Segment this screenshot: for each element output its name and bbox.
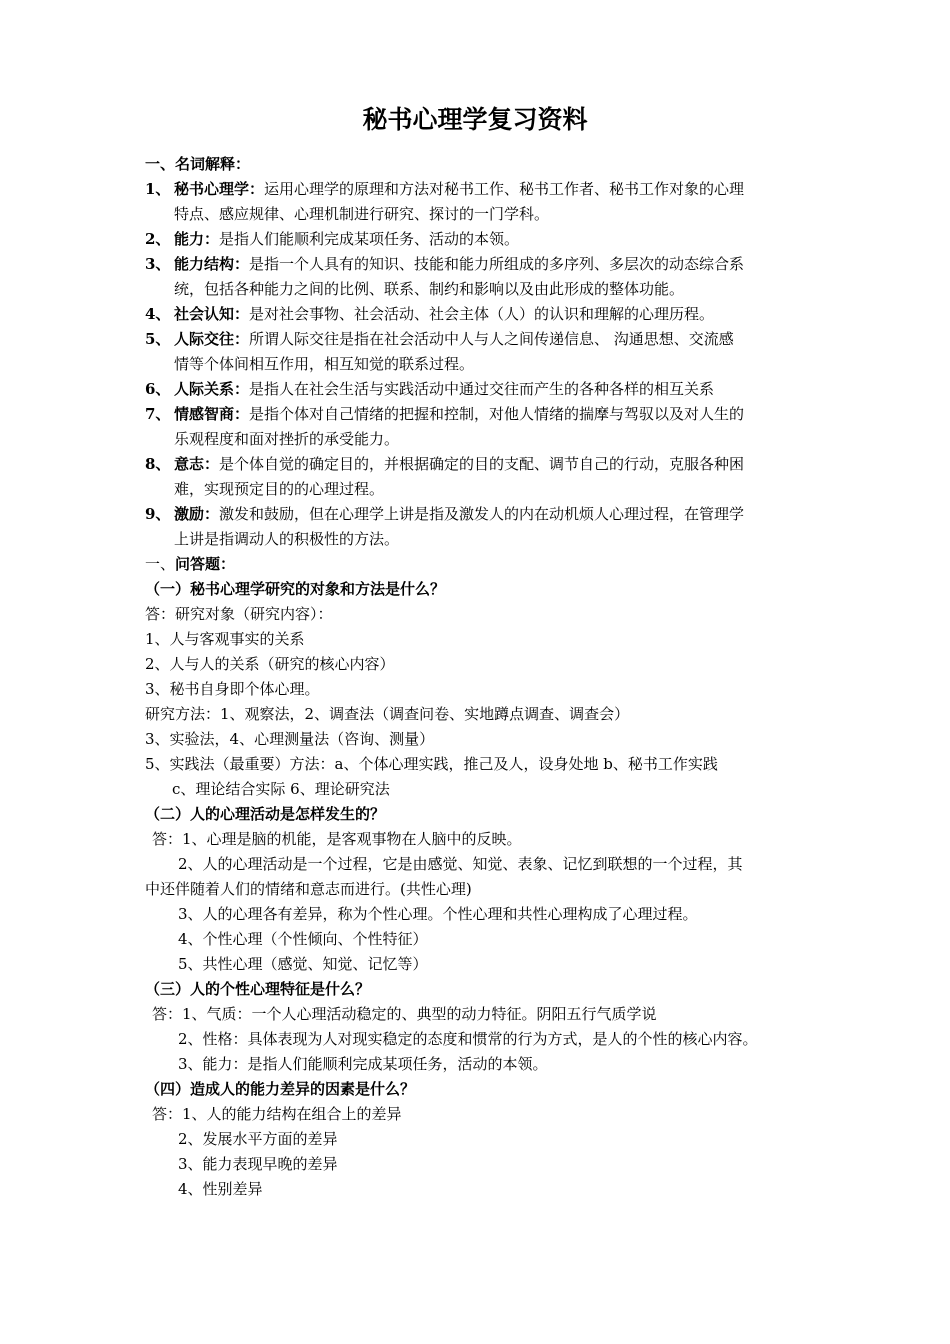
section-heading-text: 问答题： [175, 555, 236, 573]
term-name: 人际关系： [174, 380, 250, 398]
term-name: 能力： [174, 230, 220, 248]
term-item [145, 304, 714, 324]
term-definition-cont: 特点、感应规律、心理机制进行研究、探讨的一门学科。 [174, 205, 550, 223]
term-definition-cont: 上讲是指调动人的积极性的方法。 [174, 530, 400, 548]
term-item [145, 504, 744, 524]
answer-line: 3、人的心理各有差异，称为个性心理。个性心理和共性心理构成了心理过程。 [178, 905, 698, 923]
term-number: 2、 [145, 230, 171, 248]
answer-line: c、理论结合实际 6、理论研究法 [172, 780, 390, 798]
term-definition-cont: 统，包括各种能力之间的比例、联系、制约和影响以及由此形成的整体功能。 [174, 280, 685, 298]
term-name: 秘书心理学： [174, 180, 265, 198]
term-name: 激励： [174, 505, 220, 523]
answer-line: 答：1、人的能力结构在组合上的差异 [152, 1105, 402, 1123]
answer-line: 中还伴随着人们的情绪和意志而进行。(共性心理) [145, 880, 472, 898]
section-heading-prefix: 一、 [145, 555, 176, 573]
term-definition: 是指一个人具有的知识、技能和能力所组成的多序列、多层次的动态综合系 [249, 255, 745, 273]
term-name: 社会认知： [174, 305, 250, 323]
term-item [145, 254, 744, 274]
term-name: 能力结构： [174, 255, 250, 273]
term-name: 情感智商： [174, 405, 250, 423]
section-heading-definitions: 一、名词解释： [145, 155, 251, 173]
question-heading: （四）造成人的能力差异的因素是什么？ [145, 1080, 416, 1098]
term-number: 5、 [145, 330, 171, 348]
answer-line: 3、能力：是指人们能顺利完成某项任务，活动的本领。 [178, 1055, 548, 1073]
answer-line: 5、实践法（最重要）方法：a、个体心理实践，推己及人，设身处地 b、秘书工作实践 [145, 755, 718, 773]
term-item [145, 404, 744, 424]
term-item [145, 454, 744, 474]
term-definition: 是对社会事物、社会活动、社会主体（人）的认识和理解的心理历程。 [249, 305, 715, 323]
question-heading: （一）秘书心理学研究的对象和方法是什么？ [145, 580, 446, 598]
term-definition: 运用心理学的原理和方法对秘书工作、秘书工作者、秘书工作对象的心理 [264, 180, 745, 198]
answer-line: 研究方法：1、观察法，2、调查法（调查问卷、实地蹲点调查、调查会） [145, 705, 630, 723]
answer-line: 2、性格：具体表现为人对现实稳定的态度和惯常的行为方式，是人的个性的核心内容。 [178, 1030, 758, 1048]
document-title: 秘书心理学复习资料 [362, 105, 588, 134]
term-definition: 是指个体对自己情绪的把握和控制，对他人情绪的揣摩与驾驭以及对人生的 [249, 405, 745, 423]
answer-line: 2、发展水平方面的差异 [178, 1130, 338, 1148]
answer-line: 答：1、心理是脑的机能，是客观事物在人脑中的反映。 [152, 830, 522, 848]
answer-line: 3、实验法，4、心理测量法（咨询、测量） [145, 730, 435, 748]
answer-line: 2、人与人的关系（研究的核心内容） [145, 655, 395, 673]
term-number: 1、 [145, 180, 171, 198]
answer-line: 3、秘书自身即个体心理。 [145, 680, 320, 698]
term-item [145, 229, 519, 249]
term-definition: 是个体自觉的确定目的，并根据确定的目的支配、调节自己的行动，克服各种困 [219, 455, 745, 473]
answer-line: 4、性别差异 [178, 1180, 263, 1198]
answer-line: 4、个性心理（个性倾向、个性特征） [178, 930, 428, 948]
term-item [145, 329, 734, 349]
term-definition-cont: 乐观程度和面对挫折的承受能力。 [174, 430, 400, 448]
term-definition: 是指人在社会生活与实践活动中通过交往而产生的各种各样的相互关系 [249, 380, 715, 398]
term-definition-cont: 难，实现预定目的的心理过程。 [174, 480, 385, 498]
answer-line: 答：1、气质：一个人心理活动稳定的、典型的动力特征。阴阳五行气质学说 [152, 1005, 657, 1023]
term-item [145, 379, 714, 399]
answer-line: 2、人的心理活动是一个过程，它是由感觉、知觉、表象、记忆到联想的一个过程，其 [178, 855, 743, 873]
term-definition: 是指人们能顺利完成某项任务、活动的本领。 [219, 230, 520, 248]
term-number: 4、 [145, 305, 171, 323]
term-number: 7、 [145, 405, 171, 423]
term-name: 意志： [174, 455, 220, 473]
term-name: 人际交往： [174, 330, 250, 348]
term-number: 3、 [145, 255, 171, 273]
term-number: 9、 [145, 505, 171, 523]
term-definition: 所谓人际交往是指在社会活动中人与人之间传递信息、 沟通思想、交流感 [249, 330, 734, 348]
answer-line: 3、能力表现早晚的差异 [178, 1155, 338, 1173]
term-number: 6、 [145, 380, 171, 398]
term-number: 8、 [145, 455, 171, 473]
question-heading: （二）人的心理活动是怎样发生的？ [145, 805, 386, 823]
section-heading-qa [145, 554, 235, 574]
answer-line: 5、共性心理（感觉、知觉、记忆等） [178, 955, 428, 973]
term-definition-cont: 情等个体间相互作用，相互知觉的联系过程。 [174, 355, 475, 373]
answer-line: 1、人与客观事实的关系 [145, 630, 305, 648]
term-definition: 激发和鼓励，但在心理学上讲是指及激发人的内在动机烦人心理过程，在管理学 [219, 505, 745, 523]
term-item [145, 179, 744, 199]
question-heading: （三）人的个性心理特征是什么？ [145, 980, 371, 998]
answer-line: 答：研究对象（研究内容）： [145, 605, 333, 623]
